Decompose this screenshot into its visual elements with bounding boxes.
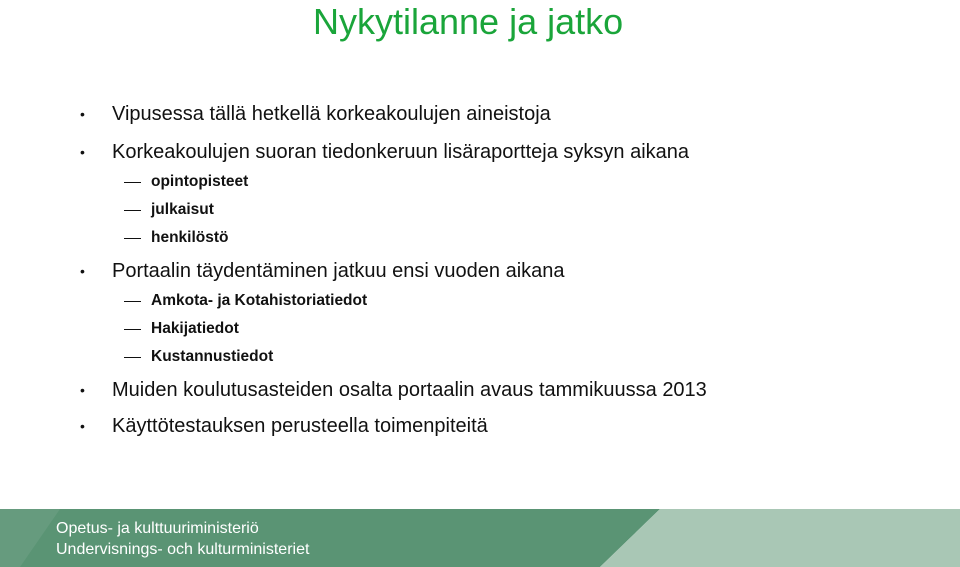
bullet-dot-icon: • [80,263,85,279]
dash-icon [124,301,141,302]
dash-icon [124,357,141,358]
sub-bullet-text: julkaisut [151,201,214,218]
bullet-text: Vipusessa tällä hetkellä korkeakoulujen aineistoja [112,103,551,125]
slide-title: Nykytilanne ja jatko [313,1,624,42]
bullet-text: Korkeakoulujen suoran tiedonkeruun lisäraportteja syksyn aikana [112,141,690,163]
ministry-name-sv: Undervisnings- och kulturministeriet [56,541,310,558]
sub-bullet-text: Kustannustiedot [151,348,274,365]
bullet-dot-icon: • [80,106,85,122]
bullet-text: Käyttötestauksen perusteella toimenpiteitä [112,415,488,437]
bullet-dot-icon: • [80,382,85,398]
bullet-text: Muiden koulutusasteiden osalta portaalin avaus tammikuussa 2013 [112,379,707,401]
sub-bullet-text: Hakijatiedot [151,320,239,337]
dash-icon [124,238,141,239]
sub-bullet-text: Amkota- ja Kotahistoriatiedot [151,292,368,309]
dash-icon [124,182,141,183]
ministry-name-fi: Opetus- ja kulttuuriministeriö [56,520,259,537]
sub-bullet-text: opintopisteet [151,173,249,190]
bullet-dot-icon: • [80,418,85,434]
dash-icon [124,329,141,330]
bullet-text: Portaalin täydentäminen jatkuu ensi vuoden aikana [112,260,565,282]
bullet-dot-icon: • [80,144,85,160]
footer-band [0,505,960,567]
dash-icon [124,210,141,211]
sub-bullet-text: henkilöstö [151,229,229,246]
